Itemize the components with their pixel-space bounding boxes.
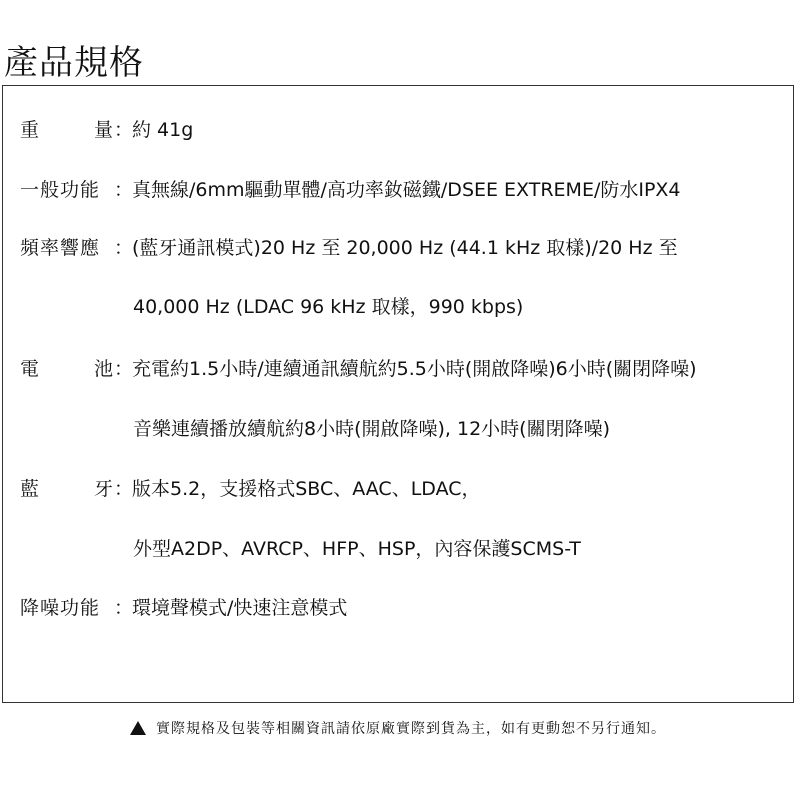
spec-colon: ： (114, 597, 134, 619)
spec-value-battery: 充電約1.5小時/連續通訊續航約5.5小時(開啟降噪)6小時(關閉降噪) (132, 358, 697, 380)
spec-colon: ： (114, 237, 134, 259)
spec-row-noise-cancelling (20, 592, 347, 624)
spec-value-bluetooth-cont: 外型A2DP、AVRCP、HFP、HSP，內容保護SCMS-T (133, 538, 581, 560)
spec-value-general-features: 真無線/6mm驅動單體/高功率釹磁鐵/DSEE EXTREME/防水IPX4 (132, 179, 681, 201)
spec-value-frequency-response: (藍牙通訊模式)20 Hz 至 20,000 Hz (44.1 kHz 取樣)/20 Hz 至 (132, 237, 678, 259)
spec-colon: ： (114, 179, 134, 201)
spec-row-bluetooth (20, 473, 481, 505)
spec-row-weight (20, 114, 193, 146)
spec-label-noise-cancelling: 降噪功能 (20, 597, 101, 619)
spec-label-frequency-response: 頻率響應 (20, 237, 101, 259)
spec-row-frequency-response (20, 232, 678, 264)
spec-colon: ： (114, 358, 134, 380)
spec-value-noise-cancelling: 環境聲模式/快速注意模式 (132, 597, 348, 619)
spec-value-battery-cont: 音樂連續播放續航約8小時(開啟降噪), 12小時(關閉降噪) (133, 418, 610, 440)
spec-value-frequency-response-cont: 40,000 Hz (LDAC 96 kHz 取樣，990 kbps) (133, 296, 524, 318)
spec-value-bluetooth: 版本5.2，支援格式SBC、AAC、LDAC， (132, 478, 481, 500)
spec-value-weight: 約 41g (132, 119, 194, 141)
footnote (130, 716, 666, 740)
spec-label-battery: 電 池 (20, 358, 114, 380)
spec-label-general-features: 一般功能 (20, 179, 101, 201)
spec-label-bluetooth: 藍 牙 (20, 478, 114, 500)
page-title: 產品規格 (4, 43, 144, 83)
triangle-icon (130, 721, 146, 735)
footnote-text: 實際規格及包裝等相關資訊請依原廠實際到貨為主，如有更動恕不另行通知。 (156, 721, 666, 737)
spec-row-battery (20, 353, 697, 385)
spec-row-general-features (20, 174, 681, 206)
spec-label-weight: 重 量 (20, 119, 114, 141)
spec-colon: ： (114, 478, 134, 500)
spec-colon: ： (114, 119, 134, 141)
